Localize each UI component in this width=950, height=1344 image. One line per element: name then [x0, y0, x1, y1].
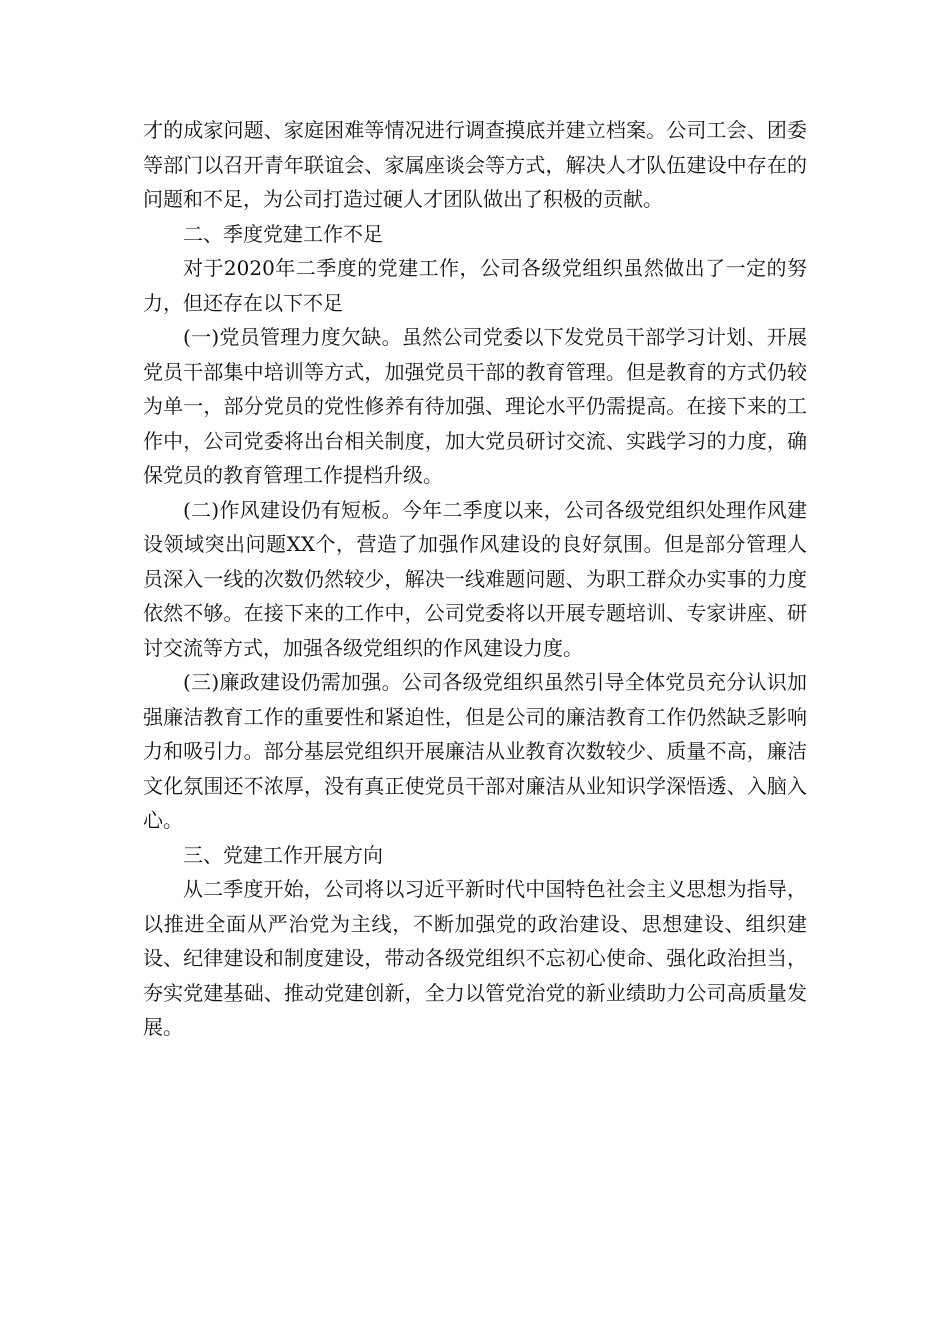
paragraph-direction: 从二季度开始，公司将以习近平新时代中国特色社会主义思想为指导，以推进全面从严治党为主线，不断加强党的政治建设、思想建设、组织建设、纪律建设和制度建设，带动各级党组织不忘初心使命、强化政治担当，夯实党建基础、推动党建创新，全力以管党治党的新业绩助力公司高质量发展。 — [143, 877, 807, 1039]
document-page — [143, 113, 807, 1045]
paragraph-shortcomings-intro: 对于2020年二季度的党建工作，公司各级党组织虽然做出了一定的努力，但还存在以下不足 — [143, 256, 807, 315]
paragraph-integrity: (三)廉政建设仍需加强。公司各级党组织虽然引导全体党员充分认识加强廉洁教育工作的重要性和紧迫性，但是公司的廉洁教育工作仍然缺乏影响力和吸引力。部分基层党组织开展廉洁从业教育次数较少、质量不高，廉洁文化氛围还不浓厚，没有真正使党员干部对廉洁从业知识学深悟透、入脑入心。 — [143, 670, 807, 832]
section-heading-direction: 三、党建工作开展方向 — [183, 842, 383, 867]
paragraph-talent-archive: 才的成家问题、家庭困难等情况进行调查摸底并建立档案。公司工会、团委等部门以召开青年联谊会、家属座谈会等方式，解决人才队伍建设中存在的问题和不足，为公司打造过硬人才团队做出了积极的贡献。 — [143, 118, 807, 211]
paragraph-work-style: (二)作风建设仍有短板。今年二季度以来，公司各级党组织处理作风建设领域突出问题XX个，营造了加强作风建设的良好氛围。但是部分管理人员深入一线的次数仍然较少，解决一线难题问题、为职工群众办实事的力度依然不够。在接下来的工作中，公司党委将以开展专题培训、专家讲座、研讨交流等方式，加强各级党组织的作风建设力度。 — [143, 497, 807, 660]
section-heading-shortcomings: 二、季度党建工作不足 — [183, 221, 383, 246]
paragraph-member-management: (一)党员管理力度欠缺。虽然公司党委以下发党员干部学习计划、开展党员干部集中培训等方式，加强党员干部的教育管理。但是教育的方式仍较为单一，部分党员的党性修养有待加强、理论水平仍需提高。在接下来的工作中，公司党委将出台相关制度，加大党员研讨交流、实践学习的力度，确保党员的教育管理工作提档升级。 — [143, 325, 807, 487]
